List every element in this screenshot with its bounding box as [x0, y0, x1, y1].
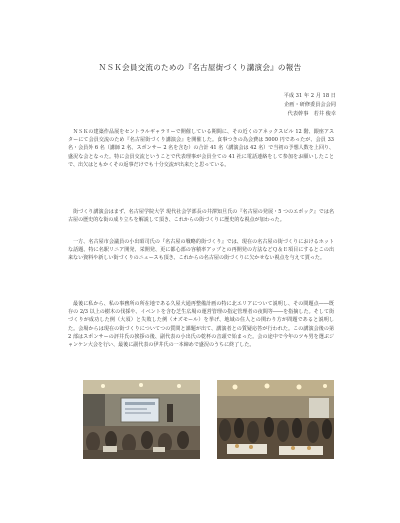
paragraph-text: ＮＳＫの建築作品展をセントラルギャラリーで開催している期間に、その近くのアネックスビル 12 階、銀座アスターにて会員交流のため『名古屋街づくり講演会』を開催した。食事つきの為会費は 5000 円であったが、会員 33 名・会員外 6 名（講師 2 名、スポンサー 2 名を含む）の合計 41 名（講演会は 42 名）で当初の予想人数を上回り、盛況な会となった。特に会員交流ということで代表理事が会員全ての 41 社に電話連絡をして参加をお願いしたことで、出欠はともかくその返事だけでも十分交流が出来たと思っている。	[68, 129, 334, 168]
paragraph-lecture-2	[68, 238, 334, 263]
lecture-photo	[83, 380, 200, 459]
paragraph-text: 街づくり講演会はまず、名古屋学院大学 現代社会学部長の井澤知旦氏の『名古屋の発展・5 つのエポック』では名古屋の歴史的な街の成り立ちを解説して頂き、これからの街づくりに歴史的な視点が加わった。	[68, 209, 334, 224]
report-committee: 企画・研修委員会会同	[284, 102, 336, 108]
paragraph-closing	[68, 300, 334, 349]
banquet-photo	[217, 380, 334, 459]
paragraph-text: 一方、名古屋市会議員の小出昭司氏の『名古屋の戦略的街づくり』では、現在の名古屋の街づくりにおけるホットな話題、特に名駅リニア開発、栄開発、更に都心部の容積率アップとの再開発の方法などＱ＆Ｅ項目にするとこの出来ない資料や新しい街づくりのニュースも頂き、これからの名古屋の街づくりに欠かせない視点を与えて貰った。	[68, 239, 334, 262]
paragraph-intro	[68, 128, 334, 169]
report-title: ＮＳＫ会員交流のための『名古屋街づくり講演会』の報告	[98, 63, 302, 72]
report-meta	[284, 92, 336, 119]
report-representative: 代表幹事 若井 俊幸	[287, 111, 336, 117]
banquet-photo-image	[217, 380, 334, 459]
report-date: 平成 31 年 2 月 18 日	[283, 93, 336, 99]
paragraph-text: 最後に私から、私の事務所の所在地である久屋大通再整備計画の特に北エリアについて説明し、その問題点――既存の 2/3 以上の樹木の伐採や、イベントを含む芝生広場の運営管理の指定管理者の夜間等――を指摘した。そして街づくりが成功した例（大須）と失敗した例（オズモール）を挙げ、地域の住人との関わり方が問題であると説明した。会場からは現在の街づくりについてつの質問と課題が出て、講演者との質疑応答が行われた。この講演会後の第 2 部はスポンサーの評井氏の挨拶の後、副代表の小出氏の乾杯の音頭で始まった。会の途中で今年のツキ男を選ぶジャンケン大会を行い、最後に副代表の伊井氏の一本締めで盛況のうちに終了した。	[68, 301, 334, 349]
lecture-photo-image	[83, 380, 200, 459]
paragraph-lecture-1	[68, 208, 334, 224]
